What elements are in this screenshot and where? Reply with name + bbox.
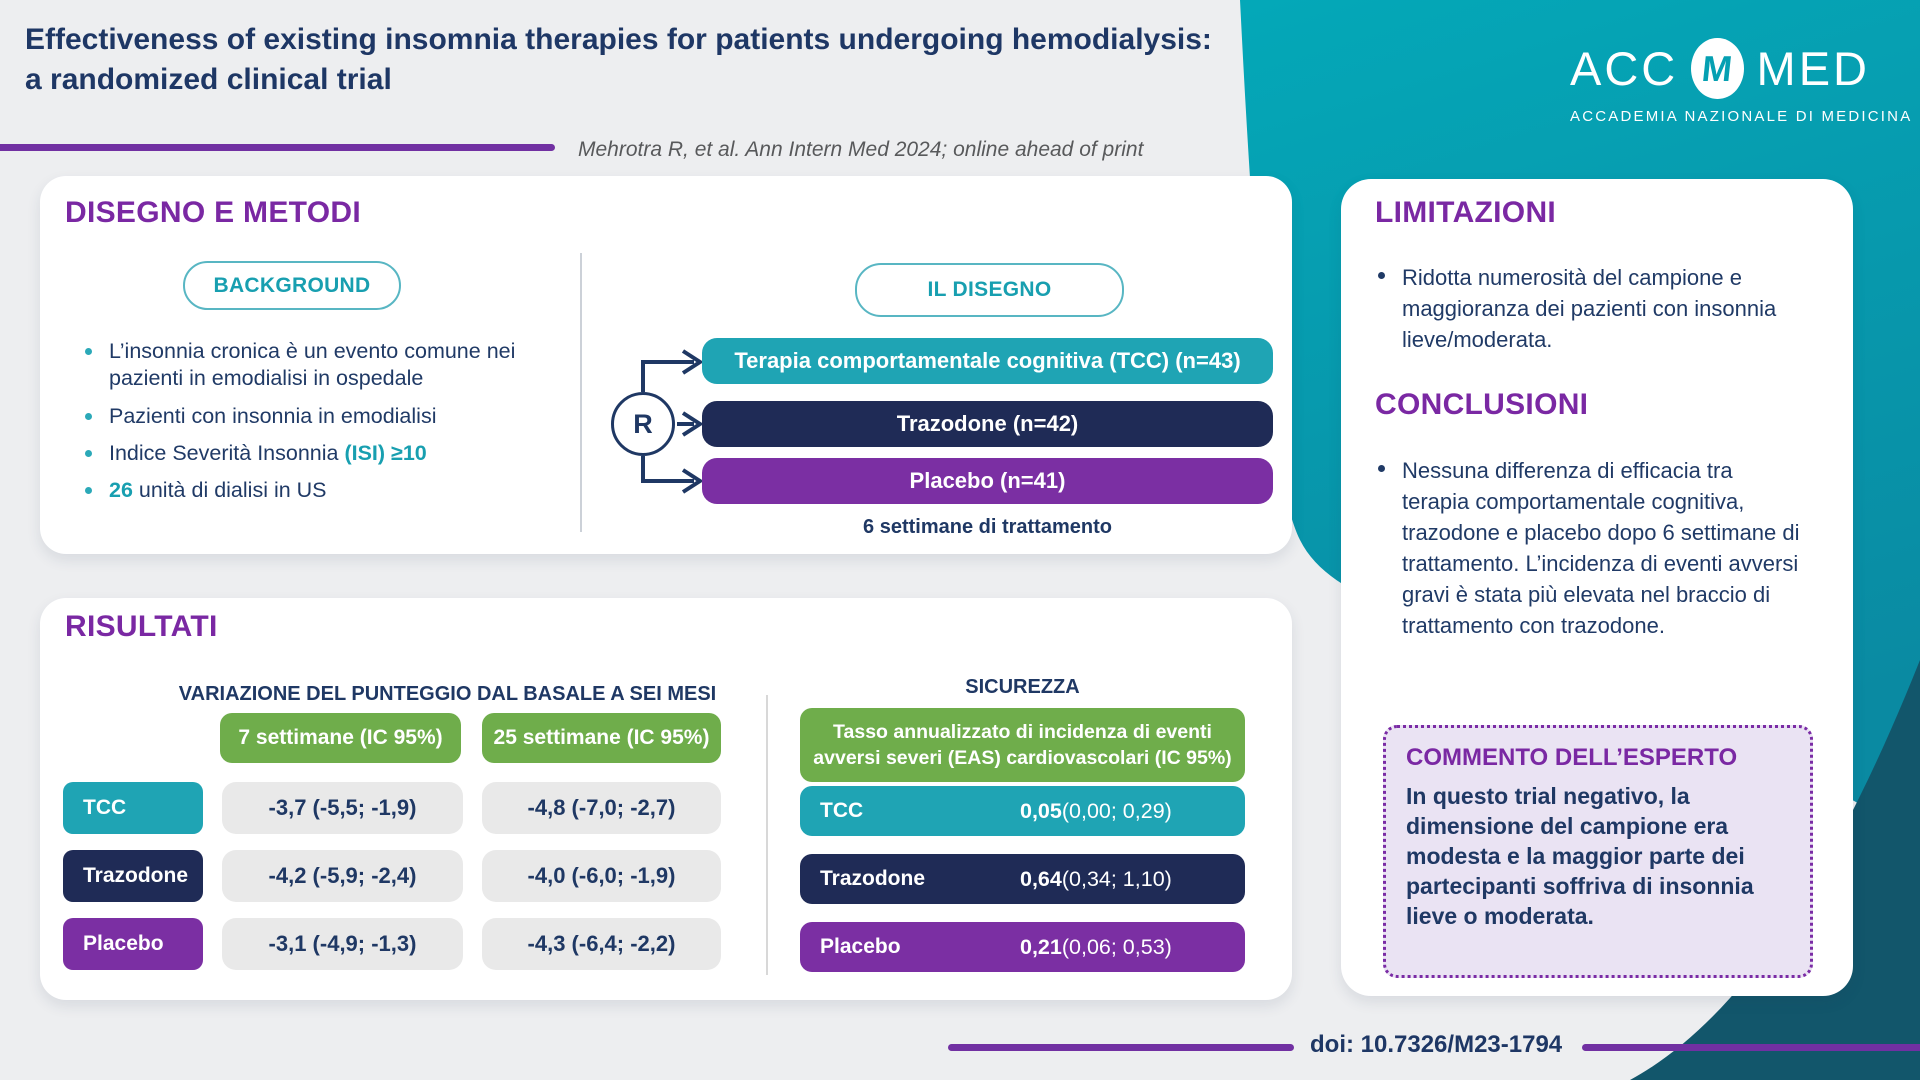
accmed-logo	[1570, 38, 1913, 125]
efficacy-row-label-trazodone: Trazodone	[63, 850, 203, 902]
safety-row-tcc: TCC 0,05 (0,00; 0,29)	[800, 786, 1245, 836]
safety-row-trazodone: Trazodone 0,64 (0,34; 1,10)	[800, 854, 1245, 904]
bullet-dot	[1378, 465, 1385, 472]
bullet-dot	[85, 348, 92, 355]
efficacy-value-trazodone-7w: -4,2 (-5,9; -2,4)	[222, 850, 463, 902]
bullet-dot	[1378, 272, 1385, 279]
page-title-line2: a randomized clinical trial	[25, 63, 392, 96]
randomization-arrows	[590, 330, 710, 510]
page-title	[25, 20, 1225, 100]
randomization-circle: R	[611, 392, 675, 456]
expert-comment-heading: COMMENTO DELL’ESPERTO	[1406, 744, 1738, 771]
safety-row-placebo: Placebo 0,21 (0,06; 0,53)	[800, 922, 1245, 972]
bullet-dot	[85, 487, 92, 494]
arm-placebo: Placebo (n=41)	[702, 458, 1273, 504]
logo-acc-text: ACC	[1570, 42, 1679, 95]
bullet-dot	[85, 413, 92, 420]
page-title-line1: Effectiveness of existing insomnia therapies for patients undergoing hemodialysis:	[25, 23, 1212, 56]
title-underline	[0, 144, 555, 151]
efficacy-subtitle: VARIAZIONE DEL PUNTEGGIO DAL BASALE A SEI MESI	[178, 683, 717, 705]
results-divider	[766, 695, 768, 975]
logo-subtitle: ACCADEMIA NAZIONALE DI MEDICINA	[1570, 108, 1913, 125]
arm-trazodone: Trazodone (n=42)	[702, 401, 1273, 447]
efficacy-value-tcc-25w: -4,8 (-7,0; -2,7)	[482, 782, 721, 834]
efficacy-value-placebo-7w: -3,1 (-4,9; -1,3)	[222, 918, 463, 970]
efficacy-col-header-7w: 7 settimane (IC 95%)	[220, 713, 461, 763]
background-bullet-4: 26 unità di dialisi in US	[85, 477, 549, 504]
efficacy-value-placebo-25w: -4,3 (-6,4; -2,2)	[482, 918, 721, 970]
doi-line-right	[1582, 1044, 1920, 1051]
treatment-duration-note: 6 settimane di trattamento	[863, 516, 1112, 538]
bullet-dot	[85, 450, 92, 457]
efficacy-col-header-25w: 25 settimane (IC 95%)	[482, 713, 721, 763]
efficacy-row-label-placebo: Placebo	[63, 918, 203, 970]
citation-text: Mehrotra R, et al. Ann Intern Med 2024; online ahead of print	[578, 138, 1144, 161]
logo-m-icon: M	[1691, 38, 1743, 99]
efficacy-row-label-tcc: TCC	[63, 782, 203, 834]
background-pill: BACKGROUND	[183, 261, 401, 310]
logo-med-text: MED	[1756, 42, 1870, 95]
background-bullet-3: Indice Severità Insonnia (ISI) ≥10	[85, 440, 569, 467]
doi-text: doi: 10.7326/M23-1794	[1310, 1031, 1563, 1058]
expert-comment-box	[1383, 725, 1813, 978]
background-bullet-1: L’insonnia cronica è un evento comune nei pazienti in emodialisi in ospedale	[85, 338, 539, 392]
efficacy-value-trazodone-25w: -4,0 (-6,0; -1,9)	[482, 850, 721, 902]
conclusions-bullet: Nessuna differenza di efficacia tra terapia comportamentale cognitiva, trazodone e placebo dopo 6 settimane di trattamento. L’incidenza di eventi avversi gravi è stata più elevata nel braccio di trattamento con trazodone.	[1378, 455, 1804, 641]
results-heading: RISULTATI	[65, 610, 218, 643]
safety-header: Tasso annualizzato di incidenza di eventi avversi severi (EAS) cardiovascolari (IC 95%)	[800, 708, 1245, 782]
conclusions-heading: CONCLUSIONI	[1375, 388, 1589, 421]
safety-subtitle: SICUREZZA	[965, 676, 1080, 698]
methods-divider	[580, 253, 582, 532]
doi-line-left	[948, 1044, 1294, 1051]
expert-comment-body: In questo trial negativo, la dimensione del campione era modesta e la maggior parte dei partecipanti soffriva di insonnia lieve o moderata.	[1406, 783, 1754, 929]
arm-tcc: Terapia comportamentale cognitiva (TCC) (n=43)	[702, 338, 1273, 384]
limitations-heading: LIMITAZIONI	[1375, 196, 1557, 229]
design-methods-heading: DISEGNO E METODI	[65, 196, 361, 229]
design-pill: IL DISEGNO	[855, 263, 1124, 317]
limitations-bullet: Ridotta numerosità del campione e maggioranza dei pazienti con insonnia lieve/moderata.	[1378, 262, 1812, 355]
background-bullet-2: Pazienti con insonnia in emodialisi	[85, 403, 549, 430]
efficacy-value-tcc-7w: -3,7 (-5,5; -1,9)	[222, 782, 463, 834]
